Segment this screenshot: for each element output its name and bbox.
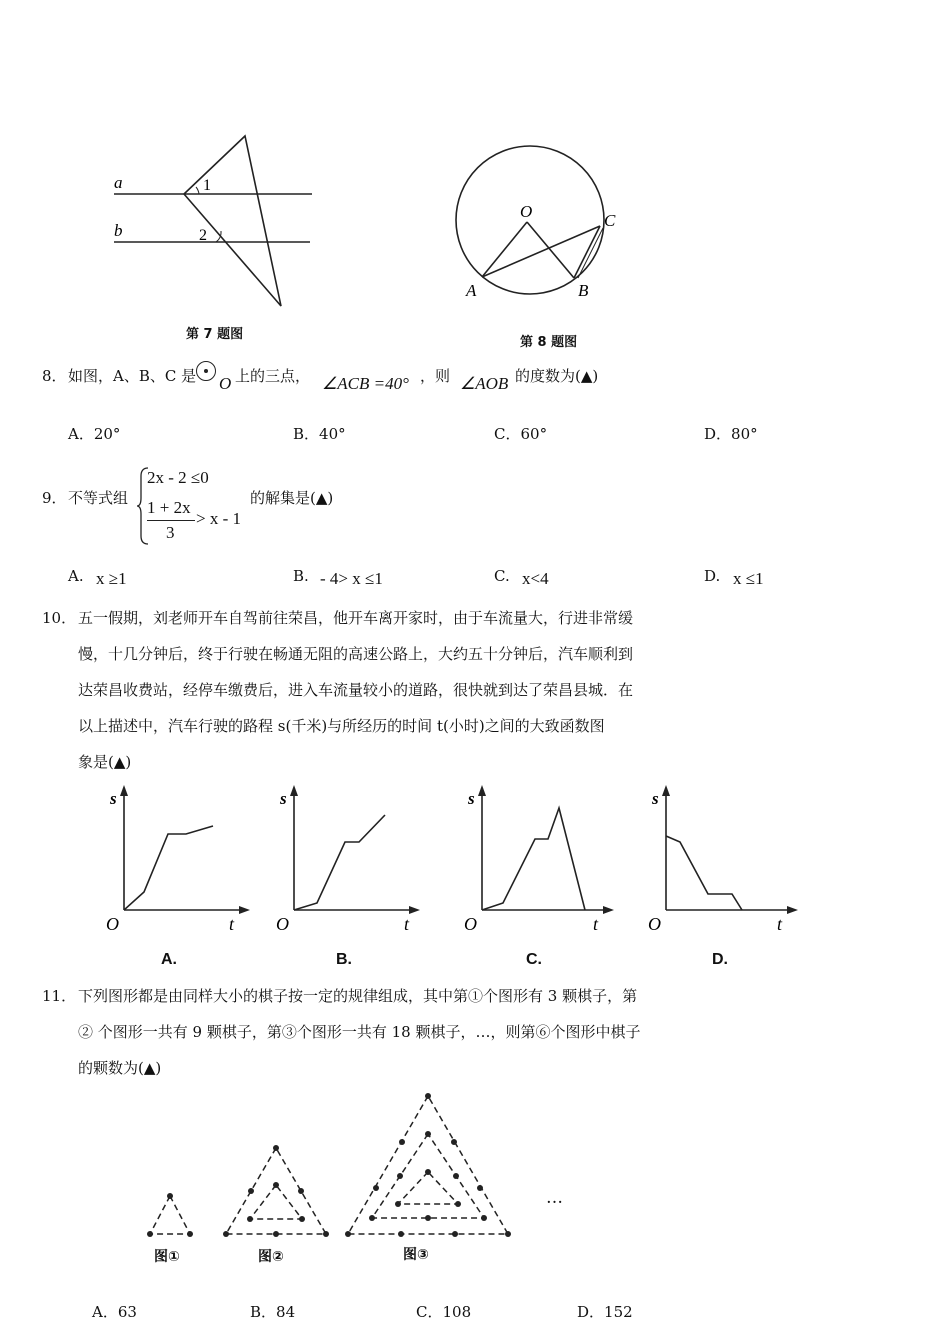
q9-option-c-letter: C. xyxy=(494,567,510,585)
graph-b-origin-label: O xyxy=(276,914,289,934)
line-b-label: b xyxy=(114,221,123,240)
graph-d-origin-label: O xyxy=(648,914,661,934)
q9-option-b-value: - 4> x ≤1 xyxy=(320,569,383,588)
figure-1-triangle xyxy=(150,1196,190,1234)
point-C-label: C xyxy=(604,211,616,230)
graph-a xyxy=(100,782,250,937)
q9-inequality-2-rest: > x - 1 xyxy=(196,509,241,528)
q10-line-5: 象是(▲) xyxy=(78,753,132,771)
graph-c-s-label: s xyxy=(468,789,475,808)
figure-3-triangles xyxy=(348,1096,508,1234)
q9-option-a-letter: A. xyxy=(68,567,84,585)
fraction-bar xyxy=(147,520,195,521)
q8-text-mid: 上的三点， xyxy=(235,367,311,385)
graph-a-t-label: t xyxy=(229,914,235,934)
q9-text-post: 的解集是(▲) xyxy=(250,489,334,507)
q11-option-c: C．108 xyxy=(416,1303,472,1321)
figure-8 xyxy=(450,140,630,310)
figure-2-pieces xyxy=(223,1145,329,1237)
graph-a-origin-label: O xyxy=(106,914,119,934)
q8-option-c: C．60° xyxy=(494,425,548,443)
angle-1-label: 1 xyxy=(203,177,211,194)
q10-body xyxy=(78,600,633,780)
q8-text-post: 的度数为(▲) xyxy=(515,367,599,385)
q8-angle-ask: ∠AOB xyxy=(460,374,509,393)
q9-inequality-1: 2x - 2 ≤0 xyxy=(147,468,209,487)
q9-fraction-denominator: 3 xyxy=(166,523,175,542)
graph-d-label: D. xyxy=(712,951,728,968)
q11-option-d: D．152 xyxy=(577,1303,633,1321)
q8-number: 8． xyxy=(42,367,67,385)
pattern-ellipsis: … xyxy=(546,1188,563,1208)
point-B-label: B xyxy=(578,281,589,300)
q10-line-3: 达荣昌收费站，经停车缴费后，进入车流量较小的道路，很快就到达了荣昌县城．在 xyxy=(78,681,634,699)
graph-d-s-label: s xyxy=(652,789,659,808)
q9-option-d-letter: D. xyxy=(704,567,721,585)
graph-b-t-label: t xyxy=(404,914,410,934)
q11-line-2: ② 个图形一共有 9 颗棋子，第③个图形一共有 18 颗棋子，…，则第⑥个图形中棋子 xyxy=(78,1023,641,1041)
graph-b xyxy=(270,782,420,937)
q9-option-b-letter: B. xyxy=(293,567,309,585)
figure-7 xyxy=(100,130,330,350)
point-A-label: A xyxy=(466,281,477,300)
q8-text-pre: 如图，A、B、C 是 xyxy=(68,367,197,385)
q9-option-a-value: x ≥1 xyxy=(96,569,127,588)
q8-circle-O: O xyxy=(219,374,232,393)
q9-text-pre: 不等式组 xyxy=(68,489,129,507)
figure-7-caption: 第 7 题图 xyxy=(186,327,244,342)
graph-a-s-label: s xyxy=(110,789,117,808)
q11-option-b: B．84 xyxy=(250,1303,296,1321)
q8-option-a: A．20° xyxy=(68,425,121,443)
q9-option-c-value: x<4 xyxy=(522,569,549,588)
q9-option-d-value: x ≤1 xyxy=(733,569,764,588)
q8-option-d: D．80° xyxy=(704,425,758,443)
q9-number: 9． xyxy=(42,489,67,507)
figure-1-label: 图① xyxy=(154,1249,180,1265)
point-O-label: O xyxy=(520,202,533,221)
q11-line-3: 的颗数为(▲) xyxy=(78,1059,162,1077)
graph-d xyxy=(644,782,799,937)
graph-b-label: B. xyxy=(336,951,352,968)
q8-text-then: ，则 xyxy=(420,367,451,385)
q10-line-2: 慢，十几分钟后，终于行驶在畅通无阻的高速公路上，大约五十分钟后，汽车顺利到 xyxy=(78,645,634,663)
graph-c xyxy=(460,782,615,937)
graph-d-t-label: t xyxy=(777,914,783,934)
pattern-figures xyxy=(140,1088,600,1248)
graph-c-label: C. xyxy=(526,951,542,968)
figure-3-label: 图③ xyxy=(403,1247,429,1263)
q9-fraction-numerator: 1 + 2x xyxy=(147,498,191,517)
figure-3-pieces xyxy=(345,1093,511,1237)
figure-2-triangles xyxy=(226,1148,326,1234)
angle-2-label: 2 xyxy=(199,227,207,244)
graph-c-origin-label: O xyxy=(464,914,477,934)
graph-c-t-label: t xyxy=(593,914,599,934)
q8-option-b: B．40° xyxy=(293,425,346,443)
figure-2-label: 图② xyxy=(258,1249,284,1265)
q11-body xyxy=(78,978,640,1086)
figure-1-pieces xyxy=(147,1193,193,1237)
graph-a-label: A. xyxy=(161,951,177,968)
q10-number: 10． xyxy=(42,609,77,627)
graph-b-s-label: s xyxy=(280,789,287,808)
q8-angle-given: ∠ACB =40° xyxy=(322,374,409,393)
q11-number: 11． xyxy=(42,987,77,1005)
line-a-label: a xyxy=(114,173,123,192)
q10-line-4: 以上描述中，汽车行驶的路程 s(千米)与所经历的时间 t(小时)之间的大致函数图 xyxy=(78,717,605,735)
figure-8-caption: 第 8 题图 xyxy=(520,335,578,350)
circle-symbol-icon xyxy=(196,361,216,381)
q10-line-1: 五一假期，刘老师开车自驾前往荣昌，他开车离开家时，由于车流量大，行进非常缓 xyxy=(78,609,634,627)
q11-line-1: 下列图形都是由同样大小的棋子按一定的规律组成，其中第①个图形有 3 颗棋子，第 xyxy=(78,987,638,1005)
q11-option-a: A．63 xyxy=(92,1303,137,1321)
